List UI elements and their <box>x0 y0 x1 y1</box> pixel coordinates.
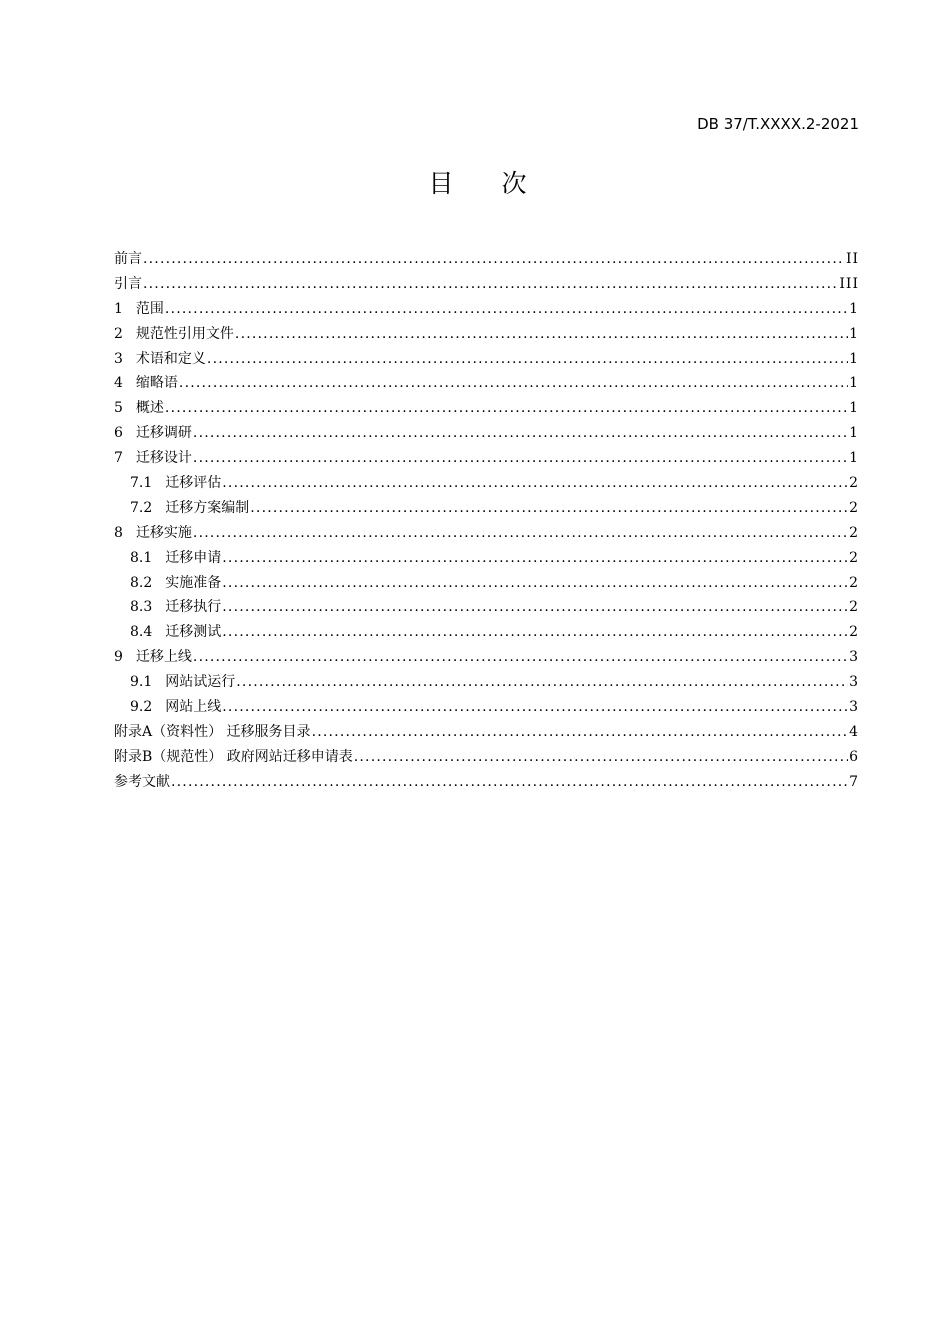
toc-entry-title: 网站试运行 <box>165 674 236 691</box>
toc-dot-leader <box>222 620 848 645</box>
toc-entry-page: 7 <box>849 773 859 790</box>
toc-entry-title: 概述 <box>135 400 164 417</box>
toc-dot-leader <box>250 496 848 521</box>
table-of-contents <box>114 247 859 795</box>
toc-entry-page: 3 <box>849 649 859 666</box>
toc-entry-page: 1 <box>849 400 859 417</box>
toc-entry[interactable] <box>114 670 859 695</box>
toc-entry-number: 2 <box>114 325 123 342</box>
document-code: DB 37/T.XXXX.2-2021 <box>697 115 859 133</box>
toc-dot-leader <box>222 595 848 620</box>
toc-entry-title: 迁移评估 <box>165 475 222 492</box>
toc-dot-leader <box>222 571 848 596</box>
toc-entry-title: 迁移执行 <box>165 599 222 616</box>
toc-entry-page: 1 <box>849 425 859 442</box>
toc-entry-title: 前言 <box>114 251 142 267</box>
toc-entry-number: 7 <box>114 450 123 467</box>
toc-dot-leader <box>165 297 848 322</box>
toc-dot-leader <box>236 670 848 695</box>
toc-entry-title: 规范性引用文件 <box>135 325 234 342</box>
toc-entry[interactable] <box>114 695 859 720</box>
toc-entry-number: 9.1 <box>130 674 153 691</box>
toc-dot-leader <box>193 645 848 670</box>
toc-entry-title: 参考文献 <box>114 773 170 790</box>
toc-dot-leader <box>312 720 849 745</box>
toc-dot-leader <box>143 247 845 272</box>
toc-entry[interactable] <box>114 396 859 421</box>
toc-entry[interactable] <box>114 770 859 795</box>
toc-entry[interactable] <box>114 521 859 546</box>
toc-entry[interactable] <box>114 720 859 745</box>
toc-entry-number: 8.1 <box>130 549 153 566</box>
toc-entry[interactable] <box>114 347 859 372</box>
toc-entry-number: 8 <box>114 524 123 541</box>
toc-entry[interactable] <box>114 645 859 670</box>
toc-dot-leader <box>165 396 848 421</box>
toc-entry-title: 范围 <box>135 300 164 317</box>
toc-dot-leader <box>179 371 848 396</box>
toc-entry[interactable] <box>114 297 859 322</box>
toc-dot-leader <box>193 446 848 471</box>
toc-entry-number: 4 <box>114 375 123 392</box>
toc-entry-page: 6 <box>849 748 859 765</box>
toc-entry[interactable] <box>114 595 859 620</box>
toc-entry[interactable] <box>114 247 859 272</box>
toc-entry[interactable] <box>114 272 859 297</box>
toc-entry[interactable] <box>114 745 859 770</box>
toc-entry-number: 9.2 <box>130 699 153 716</box>
toc-entry[interactable] <box>114 322 859 347</box>
toc-dot-leader <box>193 521 848 546</box>
page-title: 目 次 <box>428 169 547 198</box>
toc-entry-page: 3 <box>849 674 859 691</box>
toc-entry-page: 2 <box>849 475 859 492</box>
toc-entry[interactable] <box>114 471 859 496</box>
toc-entry-page: 1 <box>849 350 859 367</box>
toc-entry-page: 2 <box>849 499 859 516</box>
toc-entry-title: 迁移实施 <box>135 524 192 541</box>
toc-dot-leader <box>207 347 848 372</box>
toc-dot-leader <box>222 546 848 571</box>
toc-entry[interactable] <box>114 421 859 446</box>
toc-entry-page: 2 <box>849 549 859 566</box>
toc-entry[interactable] <box>114 496 859 521</box>
toc-entry-number: 7.2 <box>130 499 153 516</box>
toc-entry-title: 迁移设计 <box>135 450 192 467</box>
toc-entry-number: 5 <box>114 400 123 417</box>
toc-entry-title: 附录A（资料性） 迁移服务目录 <box>114 723 311 740</box>
toc-entry-page: II <box>845 251 859 267</box>
toc-entry-title: 网站上线 <box>165 699 222 716</box>
toc-entry-title: 引言 <box>114 275 142 292</box>
toc-entry-title: 附录B（规范性） 政府网站迁移申请表 <box>114 748 353 765</box>
toc-entry-page: 1 <box>849 450 859 467</box>
toc-entry-number: 1 <box>114 300 123 317</box>
toc-entry[interactable] <box>114 371 859 396</box>
toc-entry-number: 6 <box>114 425 123 442</box>
toc-entry-page: 1 <box>849 300 859 317</box>
toc-entry-title: 迁移测试 <box>165 624 222 641</box>
toc-dot-leader <box>222 695 848 720</box>
toc-entry-page: 3 <box>849 699 859 716</box>
toc-entry-page: III <box>839 275 859 292</box>
toc-entry-number: 8.3 <box>130 599 153 616</box>
toc-entry[interactable] <box>114 571 859 596</box>
toc-dot-leader <box>143 272 838 297</box>
toc-entry-title: 迁移调研 <box>135 425 192 442</box>
toc-entry-title: 术语和定义 <box>135 350 206 367</box>
toc-entry[interactable] <box>114 446 859 471</box>
toc-entry-page: 2 <box>849 599 859 616</box>
toc-dot-leader <box>193 421 848 446</box>
toc-entry-page: 1 <box>849 325 859 342</box>
toc-entry-title: 缩略语 <box>135 375 178 392</box>
toc-entry-title: 迁移上线 <box>135 649 192 666</box>
toc-dot-leader <box>171 770 848 795</box>
toc-entry-page: 4 <box>849 723 859 740</box>
toc-entry-number: 8.2 <box>130 574 153 591</box>
toc-entry[interactable] <box>114 620 859 645</box>
toc-entry-number: 7.1 <box>130 475 153 492</box>
toc-entry-title: 迁移申请 <box>165 549 222 566</box>
toc-entry-page: 1 <box>849 375 859 392</box>
toc-entry-page: 2 <box>849 574 859 591</box>
toc-dot-leader <box>235 322 848 347</box>
toc-entry-number: 8.4 <box>130 624 153 641</box>
toc-entry-title: 迁移方案编制 <box>165 499 250 516</box>
toc-entry[interactable] <box>114 546 859 571</box>
toc-entry-page: 2 <box>849 624 859 641</box>
toc-entry-number: 9 <box>114 649 123 666</box>
toc-entry-page: 2 <box>849 524 859 541</box>
toc-dot-leader <box>222 471 848 496</box>
toc-entry-number: 3 <box>114 350 123 367</box>
toc-dot-leader <box>354 745 848 770</box>
toc-entry-title: 实施准备 <box>165 574 222 591</box>
